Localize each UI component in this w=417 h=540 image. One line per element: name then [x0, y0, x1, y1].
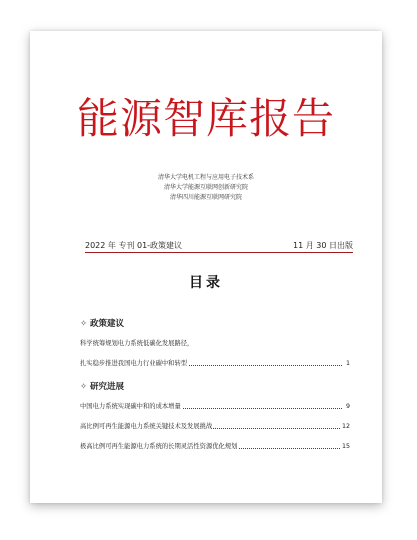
issue-number: 2022 年 专刊 01-政策建议 — [85, 241, 183, 250]
institution-name: 清华大学电机工程与应用电子技术系 — [157, 174, 254, 181]
toc-section-heading — [80, 318, 124, 331]
toc-entry[interactable] — [80, 358, 350, 369]
toc-entry-text: 高比例可再生能源电力系统关键技术及发展挑战 — [80, 423, 213, 430]
issue-info — [85, 240, 353, 252]
toc-section-label: 研究进展 — [90, 382, 125, 392]
toc-entry[interactable] — [80, 338, 350, 349]
toc-entry-text: 极高比例可再生能源电力系统的长期灵活性资源优化规划 — [80, 443, 238, 450]
institution-list — [30, 173, 382, 203]
institution-name: 清华大学能源互联网创新研究院 — [163, 184, 248, 191]
issue-divider — [85, 252, 353, 253]
toc-entry[interactable] — [80, 421, 350, 432]
toc-section-heading — [80, 381, 124, 394]
toc-title: 目录 — [189, 275, 223, 291]
diamond-bullet-icon: ✧ — [80, 319, 88, 329]
toc-entry-text: 扎实稳步推进我国电力行业碳中和转型 — [80, 360, 188, 367]
report-cover-page — [30, 31, 382, 503]
toc-page-number: 15 — [341, 443, 350, 450]
institution-name: 清华四川能源互联网研究院 — [169, 194, 242, 201]
toc-entry[interactable] — [80, 401, 350, 412]
report-title: 能源智库报告 — [76, 94, 335, 143]
toc-section-label: 政策建议 — [90, 319, 125, 329]
toc-entry[interactable] — [80, 441, 350, 452]
toc-entry-text: 中国电力系统实现碳中和的成本增量 — [80, 403, 181, 410]
publish-date: 11 月 30 日出版 — [293, 241, 353, 250]
diamond-bullet-icon: ✧ — [80, 382, 88, 392]
toc-page-number: 12 — [341, 423, 350, 430]
toc-entry-text: 科学统筹规划电力系统低碳化发展路径， — [80, 340, 194, 347]
toc-page-number: 1 — [345, 360, 350, 367]
toc-page-number: 9 — [345, 403, 350, 410]
